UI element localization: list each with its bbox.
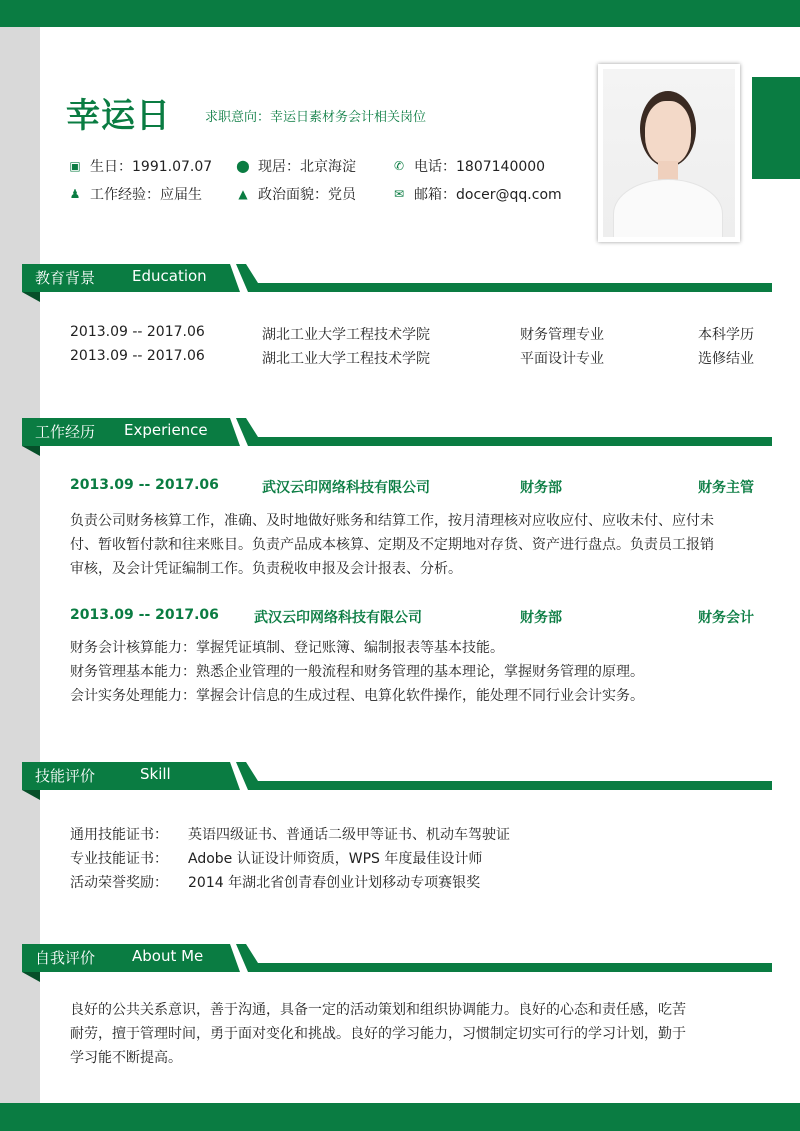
- edu-degree: 选修结业: [698, 351, 754, 367]
- edu-degree: 本科学历: [698, 327, 754, 343]
- info-residence: [236, 156, 356, 176]
- about-text: [70, 998, 760, 1070]
- text-line: 财务会计核算能力：掌握凭证填制、登记账簿、编制报表等基本技能。: [70, 640, 504, 656]
- skill-value: 英语四级证书、普通话二级甲等证书、机动车驾驶证: [188, 827, 510, 843]
- section-header-skill: [0, 760, 800, 800]
- section-title: 工作经历: [35, 423, 96, 441]
- skill-label: 通用技能证书：: [70, 827, 168, 843]
- job-description: [70, 509, 760, 581]
- top-bar: [0, 0, 800, 27]
- text-line: 耐劳，擅于管理时间，勇于面对变化和挑战。良好的学习能力，习惯制定切实可行的学习计划，勤于: [70, 1026, 686, 1042]
- text-line: 学习能不断提高。: [70, 1050, 182, 1066]
- info-text: 邮箱：docer@qq.com: [414, 187, 562, 203]
- section-title: 教育背景: [35, 269, 96, 287]
- skill-label: 活动荣誉奖励：: [70, 875, 168, 891]
- section-banner: [0, 942, 800, 982]
- info-text: 工作经验：应届生: [90, 187, 202, 203]
- job-dept: 财务部: [520, 610, 562, 626]
- profile-photo: [598, 64, 740, 242]
- mail-icon: ✉: [393, 187, 405, 201]
- text-line: 付、暂收暂付款和往来账目。负责产品成本核算、定期及不定期地对存货、资产进行盘点。负责员工报销: [70, 537, 714, 553]
- job-date: 2013.09 -- 2017.06: [70, 607, 219, 623]
- edu-date: 2013.09 -- 2017.06: [70, 348, 205, 364]
- info-email: [392, 184, 562, 204]
- info-political: [236, 184, 356, 204]
- location-icon: ⬤: [236, 159, 250, 173]
- skill-value: 2014 年湖北省创青春创业计划移动专项赛银奖: [188, 875, 481, 891]
- info-phone: [392, 156, 545, 176]
- job-role: 财务会计: [698, 610, 754, 626]
- job-dept: 财务部: [520, 480, 562, 496]
- info-text: 电话：1807140000: [414, 159, 546, 175]
- edu-major: 平面设计专业: [520, 351, 604, 367]
- edu-date: 2013.09 -- 2017.06: [70, 324, 205, 340]
- edu-school: 湖北工业大学工程技术学院: [262, 351, 430, 367]
- info-text: 政治面貌：党员: [258, 187, 356, 203]
- section-header-education: [0, 262, 800, 302]
- section-title: 技能评价: [35, 767, 96, 785]
- section-title-en: Experience: [124, 421, 208, 439]
- section-title-en: Education: [132, 267, 207, 285]
- skill-label: 专业技能证书：: [70, 851, 168, 867]
- section-banner: [0, 262, 800, 302]
- info-text: 现居：北京海淀: [258, 159, 356, 175]
- section-header-experience: [0, 416, 800, 456]
- section-banner: [0, 416, 800, 456]
- job-company: 武汉云印网络科技有限公司: [254, 610, 422, 626]
- job-company: 武汉云印网络科技有限公司: [262, 480, 430, 496]
- edu-school: 湖北工业大学工程技术学院: [262, 327, 430, 343]
- section-title-en: Skill: [140, 765, 171, 783]
- job-date: 2013.09 -- 2017.06: [70, 477, 219, 493]
- bottom-bar: [0, 1103, 800, 1131]
- section-title: 自我评价: [35, 949, 96, 967]
- edu-major: 财务管理专业: [520, 327, 604, 343]
- info-text: 生日：1991.07.07: [90, 159, 213, 175]
- job-intent: 求职意向：幸运日素材务会计相关岗位: [205, 110, 427, 125]
- job-description: [70, 636, 760, 708]
- text-line: 良好的公共关系意识，善于沟通，具备一定的活动策划和组织协调能力。良好的心态和责任感，吃苦: [70, 1002, 686, 1018]
- section-title-en: About Me: [132, 947, 204, 965]
- section-header-about: [0, 942, 800, 982]
- info-birthday: [68, 156, 212, 176]
- calendar-icon: ▣: [69, 159, 81, 173]
- text-line: 财务管理基本能力：熟悉企业管理的一般流程和财务管理的基本理论，掌握财务管理的原理。: [70, 664, 644, 680]
- skill-value: Adobe 认证设计师资质，WPS 年度最佳设计师: [188, 851, 483, 867]
- person-icon: ♟: [69, 187, 81, 201]
- text-line: 审核，及会计凭证编制工作。负责税收申报及会计报表、分析。: [70, 561, 462, 577]
- right-accent-block: [752, 77, 800, 179]
- section-banner: [0, 760, 800, 800]
- info-experience: [68, 184, 202, 204]
- text-line: 会计实务处理能力：掌握会计信息的生成过程、电算化软件操作，能处理不同行业会计实务。: [70, 688, 644, 704]
- text-line: 负责公司财务核算工作，准确、及时地做好账务和结算工作，按月清理核对应收应付、应收未付、应付未: [70, 513, 714, 529]
- phone-icon: ✆: [393, 159, 405, 173]
- candidate-name: 幸运日: [66, 96, 171, 136]
- graduation-cap-icon: ▲: [238, 187, 248, 201]
- job-role: 财务主管: [698, 480, 754, 496]
